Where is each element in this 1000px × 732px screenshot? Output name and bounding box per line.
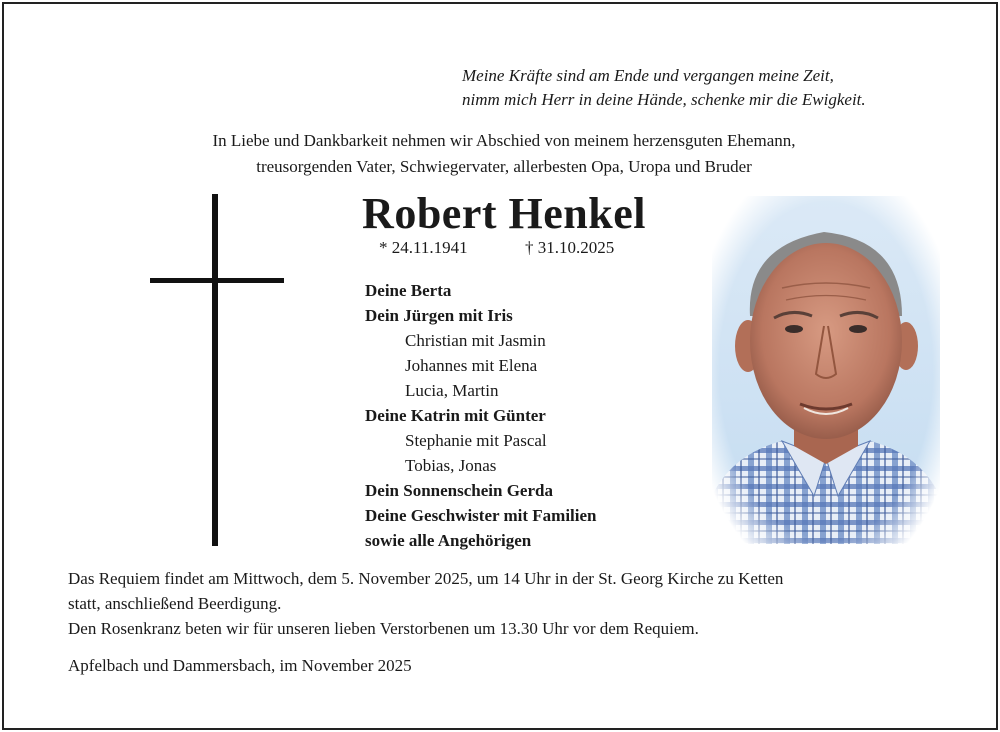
death-date: † 31.10.2025	[525, 238, 615, 257]
mourner-line: Dein Jürgen mit Iris	[365, 306, 513, 325]
quote-line-1: Meine Kräfte sind am Ende und vergangen meine Zeit,	[462, 66, 834, 85]
portrait-illustration	[712, 196, 940, 544]
intro-line-1: In Liebe und Dankbarkeit nehmen wir Abschied von meinem herzensguten Ehemann,	[212, 131, 796, 150]
deceased-name: Robert Henkel	[362, 189, 646, 238]
mourner-line: Lucia, Martin	[405, 381, 499, 400]
mourner-line: Deine Katrin mit Günter	[365, 406, 546, 425]
mourner-line: sowie alle Angehörigen	[365, 531, 532, 550]
mourners-list	[365, 278, 705, 553]
obituary-frame	[2, 2, 998, 730]
rosary-line: Den Rosenkranz beten wir für unseren lieben Verstorbenen um 13.30 Uhr vor dem Requiem.	[68, 619, 699, 638]
mourner-line: Stephanie mit Pascal	[405, 431, 547, 450]
mourner-line: Christian mit Jasmin	[405, 331, 546, 350]
birth-date: * 24.11.1941	[379, 238, 468, 257]
service-details	[68, 566, 968, 641]
cross-icon	[150, 194, 284, 546]
service-line-1: Das Requiem findet am Mittwoch, dem 5. November 2025, um 14 Uhr in der St. Georg Kirche zu Ketten	[68, 569, 784, 588]
mourner-line: Deine Berta	[365, 281, 452, 300]
mourner-line: Deine Geschwister mit Familien	[365, 506, 597, 525]
portrait-photo	[712, 196, 940, 544]
quote-line-2: nimm mich Herr in deine Hände, schenke mir die Ewigkeit.	[462, 90, 866, 109]
mourner-line: Dein Sonnenschein Gerda	[365, 481, 553, 500]
intro-line-2: treusorgenden Vater, Schwiegervater, allerbesten Opa, Uropa und Bruder	[256, 157, 752, 176]
cross-vertical-bar	[212, 194, 218, 546]
mourner-line: Tobias, Jonas	[405, 456, 497, 475]
mourner-line: Johannes mit Elena	[405, 356, 538, 375]
life-dates	[379, 238, 679, 262]
place-and-date: Apfelbach und Dammersbach, im November 2025	[68, 656, 412, 675]
service-line-2: statt, anschließend Beerdigung.	[68, 594, 282, 613]
quote	[462, 64, 982, 112]
intro-text	[64, 128, 944, 180]
cross-horizontal-bar	[150, 278, 284, 283]
